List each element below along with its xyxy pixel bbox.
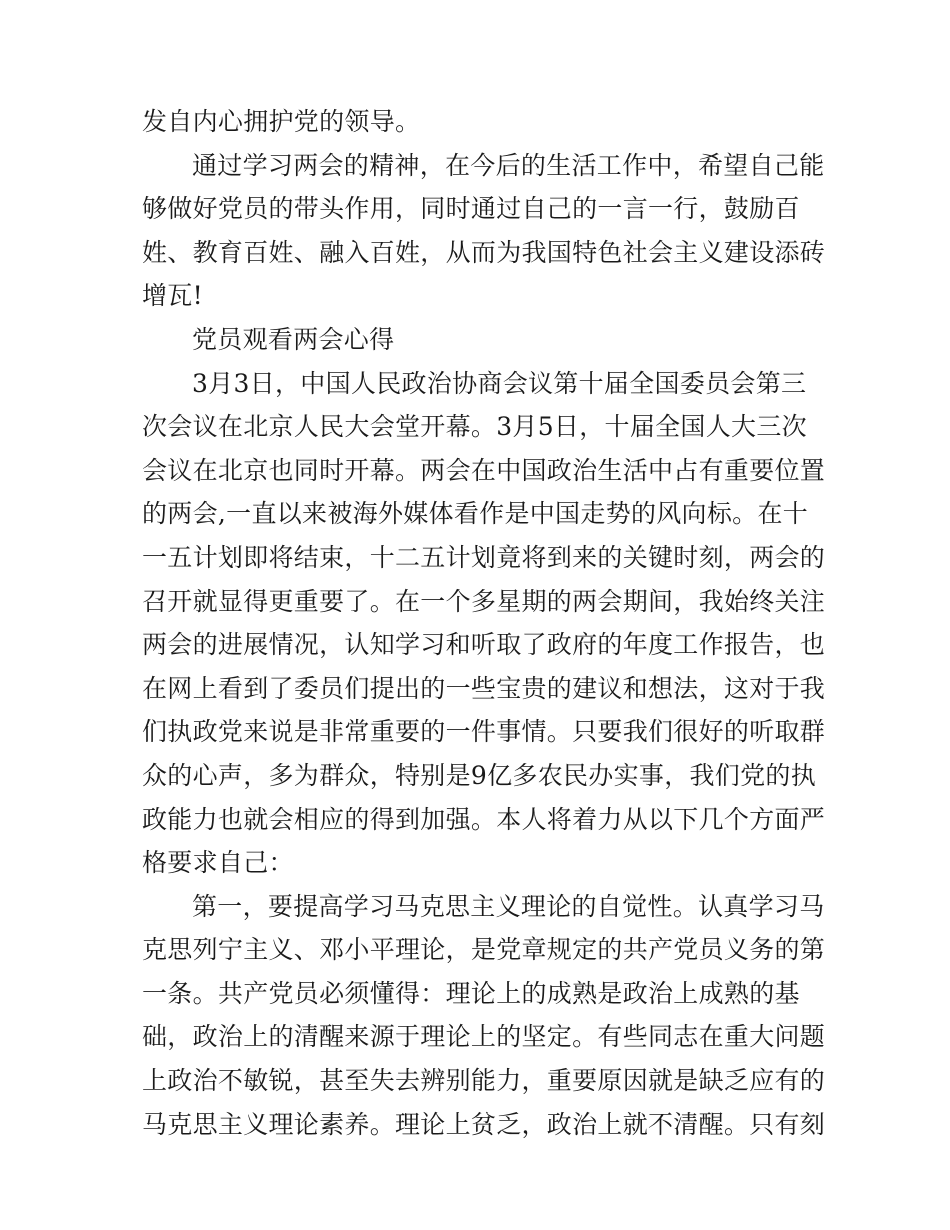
text-line: 克思列宁主义、邓小平理论，是党章规定的共产党员义务的第 — [142, 935, 826, 965]
text-line: 一条。共产党员必须懂得：理论上的成熟是政治上成熟的基 — [142, 978, 800, 1008]
document-body — [142, 100, 826, 1146]
text-line: 姓、教育百姓、融入百姓，从而为我国特色社会主义建设添砖 — [142, 237, 826, 267]
text-line: 格要求自己： — [142, 848, 294, 878]
text-line: 通过学习两会的精神，在今后的生活工作中，希望自己能 — [192, 150, 825, 180]
text-line: 政能力也就会相应的得到加强。本人将着力从以下几个方面严 — [142, 804, 826, 834]
text-line: 发自内心拥护党的领导。 — [142, 107, 421, 136]
text-line: 们执政党来说是非常重要的一件事情。只要我们很好的听取群 — [142, 717, 826, 747]
text-line: 会议在北京也同时开幕。两会在中国政治生活中占有重要位置 — [142, 455, 826, 485]
text-line: 增瓦! — [142, 281, 203, 311]
text-line: 次会议在北京人民大会堂开幕。3月5日，十届全国人大三次 — [142, 412, 807, 442]
text-line: 础，政治上的清醒来源于理论上的坚定。有些同志在重大问题 — [142, 1022, 826, 1052]
text-line: 的两会,一直以来被海外媒体看作是中国走势的风向标。在十 — [142, 499, 809, 529]
text-line: 两会的进展情况，认知学习和听取了政府的年度工作报告，也 — [142, 630, 826, 660]
text-line: 众的心声，多为群众，特别是9亿多农民办实事，我们党的执 — [142, 760, 817, 790]
text-line: 第一，要提高学习马克思主义理论的自觉性。认真学习马 — [192, 891, 825, 921]
text-line: 上政治不敏锐，甚至失去辨别能力，重要原因就是缺乏应有的 — [142, 1066, 826, 1096]
text-line: 够做好党员的带头作用，同时通过自己的一言一行，鼓励百 — [142, 194, 800, 224]
text-line: 一五计划即将结束，十二五计划竟将到来的关键时刻，两会的 — [142, 542, 826, 572]
section-heading: 党员观看两会心得 — [192, 324, 395, 354]
text-line: 马克思主义理论素养。理论上贫乏，政治上就不清醒。只有刻 — [142, 1109, 826, 1139]
text-line: 3月3日，中国人民政治协商会议第十届全国委员会第三 — [192, 368, 807, 398]
text-line: 召开就显得更重要了。在一个多星期的两会期间，我始终关注 — [142, 586, 826, 616]
text-line: 在网上看到了委员们提出的一些宝贵的建议和想法，这对于我 — [142, 673, 826, 703]
